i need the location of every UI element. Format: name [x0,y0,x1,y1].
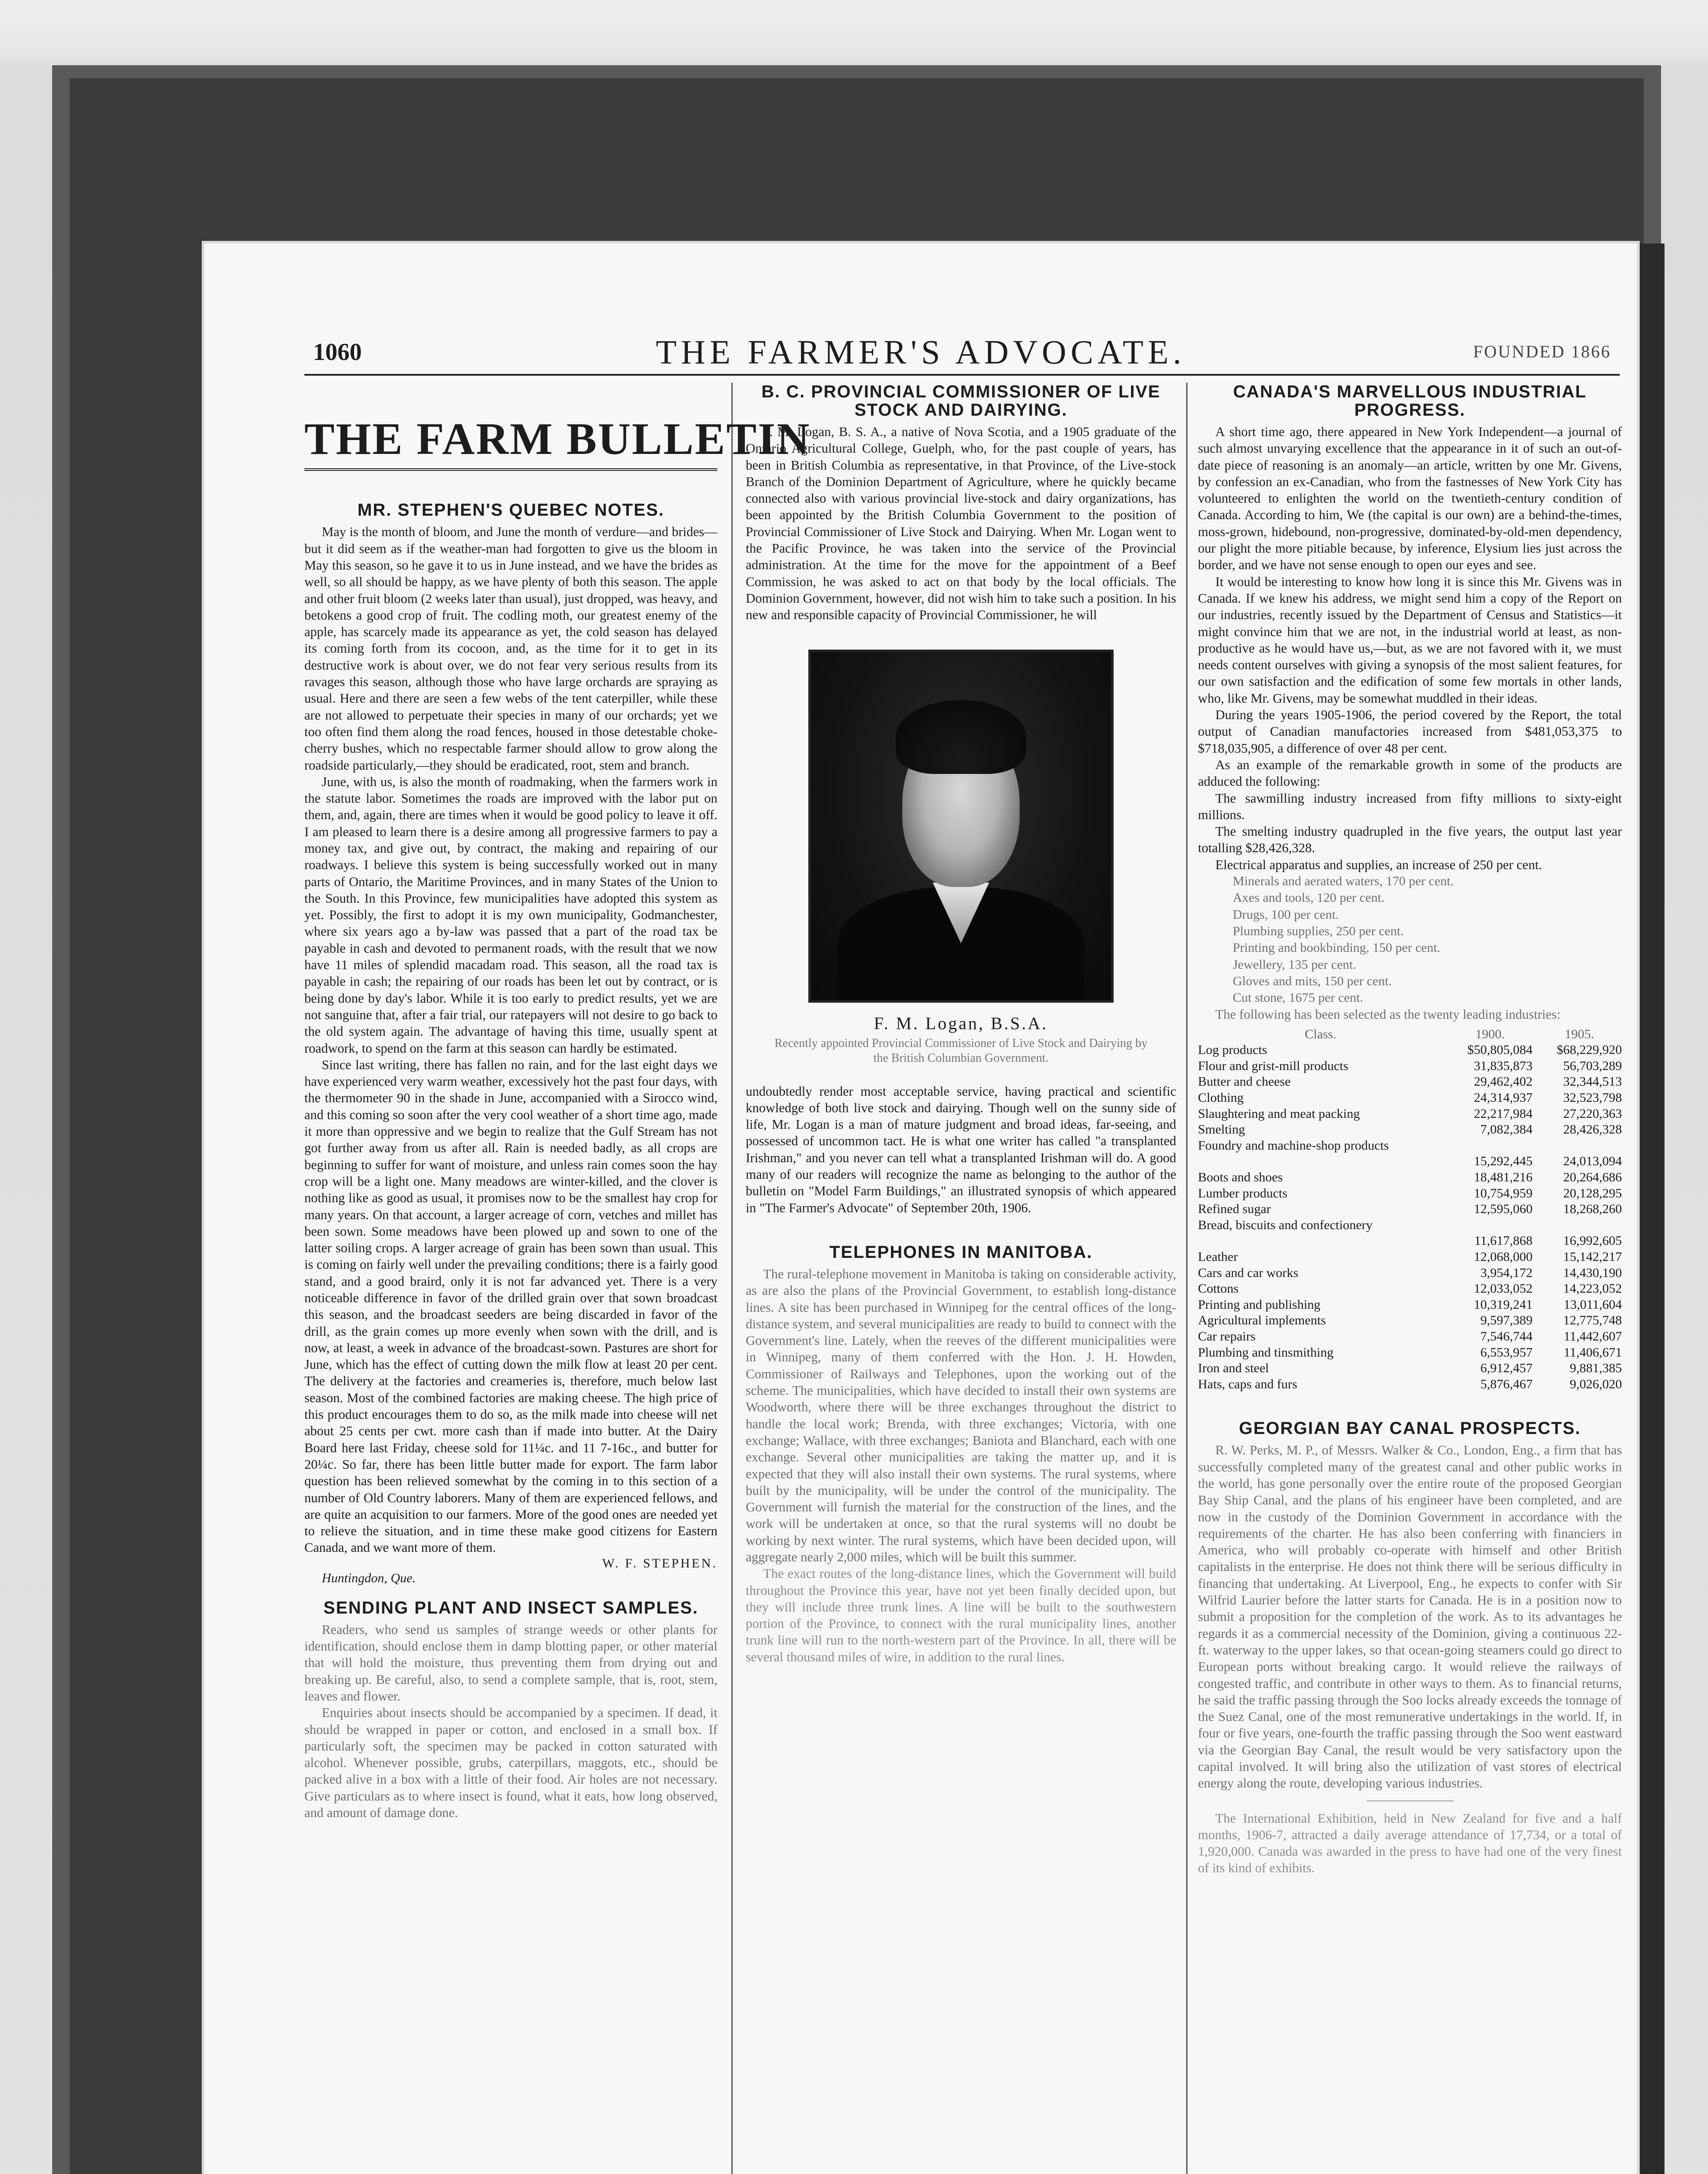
value-1905-cell: 9,881,385 [1570,1361,1622,1376]
industry-name-cell: Bread, biscuits and confectionery [1198,1217,1373,1232]
table-row [1198,1297,1622,1313]
value-1905-cell: 11,406,671 [1564,1345,1622,1360]
table-row [1198,1074,1622,1090]
article-body-sending-samples [304,1621,717,1821]
value-1905-cell: 27,220,363 [1563,1106,1622,1121]
industries-table [1198,1027,1622,1393]
value-1900-cell: 29,462,402 [1474,1074,1533,1089]
paragraph: As an example of the remarkable growth in some of the products are adduced the following: [1198,757,1622,789]
table-header-cell: Class. [1304,1027,1337,1041]
paragraph: Readers, who send us samples of strange weeds or other plants for identification, should enclose them in damp blotting paper, or other material that will hold the moisture, thus preventing them from drying out and breaking up. Be careful, also, to send a complete sample, that is, root, stem, leaves and flower. [304,1622,717,1704]
list-item: Minerals and aerated waters, 170 per cent. [1233,874,1454,889]
paragraph: Since last writing, there has fallen no rain, and for the last eight days we have experienced very warm weather, excessively hot the past four days, with the thermometer 90 in the shade in June, accompanied with a Sirocco wind, and this coming so soon after the very cool weather of a short time ago, made it more than oppressive and we begin to realize that the Gulf Stream has not got further away from us after all. Rain is needed badly, as all crops are beginning to suffer for want of moisture, and unless rain comes soon the hay crop will be a light one. Many meadows are winter-killed, and the clover is nothing like as good as usual, it promises now to be the smallest hay crop for many years. On that account, a larger acreage of corn, vetches and millet has been sown. Some meadows have been plowed up and sown to one of the latter soiling crops. A larger acreage of grain has been sown than usual. This is coming on fairly well under the prevailing conditions; there is a fairly good stand, and a good braird, only it is not far advanced yet. There is a very noticeable difference in favor of the drilled grain over that sown broadcast this season, and the broadcast seeders are being discarded in favor of the drill, as the grain comes up more evenly when sown with the drill, and is now, at least, a week in advance of the broadcast-sown. Pastures are short for June, which has the effect of cutting down the milk flow at least 20 per cent. The delivery at the factories and creameries is, therefore, much below last season. Most of the combined factories are making cheese. The high price of this product encourages them to do so, as the milk made into cheese will net about 25 cents per cwt. more cash than if made into butter. At the Dairy Board here last Friday, cheese sold for 11¼c. and 11 7-16c., and butter for 20¼c. So far, there has been little butter made for export. The farm labor question has been relieved somewhat by the coming in to this section of a number of Old Country laborers. Many of them are experienced fellows, and are quite an acquisition to our farmers. More of the good ones are needed yet to relieve the situation, and in time these make good citizens for Eastern Canada, and we want more of them. [304,1057,717,1555]
article-signature: W. F. STEPHEN. [602,1556,717,1570]
article-dateline: Huntingdon, Que. [322,1570,416,1585]
running-head: THE FARMER'S ADVOCATE. [656,333,1186,371]
article-body-georgian-bay [1198,1442,1622,1791]
industry-name-cell: Foundry and machine-shop products [1198,1138,1389,1153]
paragraph: undoubtedly render most acceptable service, having practical and scientific knowledge of both live stock and dairying. Though well on the sunny side of life, Mr. Logan is a man of mature judgment and broad ideas, far-seeing, and possessed of uncommon tact. He is what one writer has called "a transplanted Irishman," and you never can tell what a transplanted Irishman will do. A good many of our readers will recognize the name as belonging to the author of the bulletin on "Model Farm Buildings," an illustrated synopsis of which appeared in "The Farmer's Advocate" of September 20th, 1906. [746,1084,1176,1215]
paragraph: During the years 1905-1906, the period covered by the Report, the total output of Canadian manufactories increased from $481,053,375 to $718,035,905, a difference of over 48 per cent. [1198,707,1622,756]
paragraph: Enquiries about insects should be accompanied by a specimen. If dead, it should be wrapped in paper or cotton, and enclosed in a small box. If particularly soft, the specimen may be packed in cotton saturated with alcohol. Whenever possible, grubs, caterpillars, maggots, etc., should be packed alive in a box with a little of their food. Air holes are not necessary. Give particulars as to where insect is found, what it eats, how long observed, and amount of damage done. [304,1705,717,1821]
table-header-cell: 1905. [1565,1027,1594,1041]
value-1900-cell: 12,033,052 [1474,1281,1533,1296]
value-1905-cell [1532,1217,1622,1234]
paragraph: May is the month of bloom, and June the month of verdure—and brides—but it did seem as if the weather-man had forgotten to give us the bloom in May this season, so he gave it to us in June instead, and we have the brides as well, so all should be happy, as we have plenty of both this season. The apple and other fruit bloom (2 weeks later than usual), just dropped, was heavy, and betokens a good crop of fruit. The codling moth, our greatest enemy of the apple, has scarcely made its appearance as yet, the cold season has delayed its coming forth from its cocoon, and, as the time for it to get in its destructive work is about over, we do not fear very serious results from its ravages this season, although those who have large orchards are spraying as usual. Here and there are seen a few webs of the tent caterpiller, while these are not allowed to perpetuate their species in many of our orchards; yet we too often find them along the road fences, housed in those detestable choke-cherry bushes, which no respectable farmer should allow to grow along the roadside particularly,—they should be eradicated, root, stem and branch. [304,524,717,773]
value-1900-cell: 3,954,172 [1480,1265,1533,1280]
industry-name-cell: Plumbing and tinsmithing [1198,1345,1334,1360]
paragraph: The rural-telephone movement in Manitoba is taking on considerable activity, as are also the plans of the Provincial Government, to establish long-distance lines. A site has been purchased in Winnipeg for the central offices of the long-distance system, and several municipalities are ready to build to connect with the Government's line. Lately, when the reeves of the different municipalities were in Winnipeg, many of them conferred with the Hon. J. H. Howden, Commissioner of Railways and Telephones, upon the working out of the scheme. The municipalities, which have decided to install their own systems are Woodworth, where there will be three exchanges throughout the district to handle the local work; Brenda, with three exchanges; Victoria, with one exchange; Wallace, with three exchanges; Baniota and Blanchard, each with one exchange. Several other municipalities are taking the matter up, and it is expected that they will also install their own systems. The rural systems, where built by the municipality, will be under the control of the municipality. The Government will furnish the material for the construction of the lines, and the work will be undertaken at once, so that the rural systems will no doubt be working by next winter. The rural systems, which have been decided upon, will aggregate nearly 2,000 miles, which will be built this summer. [746,1266,1177,1564]
column-3 [1198,383,1622,1877]
table-intro [1198,1006,1622,1023]
table-row [1198,1313,1622,1329]
value-1905-cell: 12,775,748 [1563,1313,1622,1328]
value-1900-cell: 22,217,984 [1474,1106,1533,1121]
article-body-telephones [746,1266,1176,1665]
value-1900-cell: 18,481,216 [1474,1170,1533,1185]
list-item: Cut stone, 1675 per cent. [1233,990,1363,1005]
article-title-quebec-notes: MR. STEPHEN'S QUEBEC NOTES. [357,500,664,520]
table-row [1198,1249,1622,1265]
value-1905-cell: 14,430,190 [1563,1265,1622,1280]
list-item: Plumbing supplies, 250 per cent. [1233,924,1404,938]
list-item: Drugs, 100 per cent. [1233,907,1339,922]
list-item: Gloves and mits, 150 per cent. [1233,974,1392,988]
value-1900-cell: 11,617,868 [1474,1234,1533,1248]
value-1900-cell: 10,754,959 [1474,1186,1533,1200]
list-item: Printing and bookbinding, 150 per cent. [1233,940,1441,955]
article-body-bc-commissioner-continued [746,1083,1176,1216]
value-1900-cell: $50,805,084 [1467,1043,1533,1057]
industry-name-cell [1198,1154,1443,1170]
industry-name-cell [1198,1233,1443,1249]
value-1900-cell: 7,082,384 [1480,1122,1533,1137]
table-row [1198,1360,1622,1377]
value-1905-cell: 56,703,289 [1563,1058,1622,1073]
table-header-row [1198,1027,1622,1043]
paragraph: June, with us, is also the month of roadmaking, when the farmers work in the statute labor. Sometimes the roads are improved with the labor put on them, and, again, there are times when it would be good policy to leave it off. I am pleased to learn there is a desire among all progressive farmers to pay a money tax, and give out, by contract, the making and repairing of our roadways. I believe this system is being successfully worked out in many parts of Ontario, the Maritime Provinces, and in many States of the Union to the South. In this Province, few municipalities have adopted this system as yet. Possibly, the first to adopt it is my own municipality, Godmanchester, where six years ago a by-law was passed that a part of the road tax be payable in cash and devoted to permanent roads, with the result that we now have 11 miles of splendid macadam road. This season, all the road tax is payable in cash; the repairing of our roads has been let out by contract, or is being done by day's labor. While it is too early to predict results, yet we are not sanguine that, after a fair trial, our ratepayers will not desire to go back to the old system again. The advantage of having this time, usually spent at roadwork, to spend on the farm at this season can hardly be estimated. [304,774,717,1056]
column-divider [731,383,733,2174]
industry-name-cell: Lumber products [1198,1186,1288,1200]
value-1900-cell: 9,597,389 [1480,1313,1533,1328]
value-1900-cell: 15,292,445 [1474,1154,1533,1169]
value-1900-cell [1443,1217,1533,1234]
industry-name-cell: Leather [1198,1250,1238,1264]
table-row [1198,1329,1622,1345]
value-1900-cell: 12,068,000 [1474,1250,1533,1264]
table-row [1198,1090,1622,1106]
paragraph: The International Exhibition, held in New Zealand for five and a half months, 1906-7, attracted a daily average attendance of 17,734, or a total of 1,920,000. Canada was awarded in the press to have had one of the very finest of its kind of exhibits. [1198,1811,1622,1876]
value-1905-cell [1532,1138,1622,1154]
column-1 [304,383,811,1821]
page-number: 1060 [313,339,362,366]
article-title-sending-samples: SENDING PLANT AND INSECT SAMPLES. [323,1598,699,1617]
value-1905-cell: 28,426,328 [1563,1122,1622,1137]
table-row [1198,1201,1622,1217]
value-1905-cell: 13,011,604 [1564,1297,1622,1312]
value-1905-cell: 9,026,020 [1570,1377,1622,1391]
table-row [1198,1042,1622,1058]
list-item: Axes and tools, 120 per cent. [1233,890,1385,905]
value-1900-cell: 31,835,873 [1474,1058,1533,1073]
paragraph: The following has been selected as the twenty leading industries: [1215,1007,1561,1022]
paragraph: The exact routes of the long-distance lines, which the Government will build throughout the Province this year, have not yet been finally decided upon, but they will include three trunk lines. A line will be built to the southwestern portion of the Province, to connect with the rural municipality lines, another trunk line will run to the north-western part of the Province. In all, there will be several thousand miles of wire, in addition to the rural lines. [746,1566,1176,1664]
column-2 [746,383,1176,1665]
industry-name-cell: Boots and shoes [1198,1170,1283,1185]
article-body-industrial-progress [1198,423,1622,873]
value-1900-cell: 7,546,744 [1480,1329,1533,1344]
article-body-bc-commissioner [746,423,1176,624]
list-item: Jewellery, 135 per cent. [1233,957,1356,972]
photo-caption-text: Recently appointed Provincial Commissioner of Live Stock and Dairying by the British Columbian Government. [774,1036,1148,1065]
table-header-cell: 1900. [1475,1027,1505,1041]
table-row [1198,1170,1622,1186]
value-1905-cell: 24,013,094 [1563,1154,1622,1169]
page-edge-shadow [1637,243,1665,2174]
industry-name-cell: Car repairs [1198,1329,1256,1344]
paragraph: F. M. Logan, B. S. A., a native of Nova Scotia, and a 1905 graduate of the Ontario Agricultural College, Guelph, who, for the past couple of years, has been in British Columbia as representative, in that Province, of the Live-stock Branch of the Dominion Department of Agriculture, where he quickly became connected also with various provincial live-stock and dairy organizations, has been appointed by the British Columbia Government to the position of Provincial Commissioner of Live Stock and Dairying. When Mr. Logan went to the Pacific Province, he was taken into the service of the Provincial administration. At the time for the move for the appointment of a Beef Commission, he was asked to act on that body by the local officials. The Dominion Government, however, did not wish him to take such a position. In his new and responsible capacity of Provincial Commissioner, he will [746,424,1176,623]
value-1900-cell: 10,319,241 [1474,1297,1533,1312]
value-1905-cell: 32,344,513 [1563,1074,1622,1089]
article-title-telephones: TELEPHONES IN MANITOBA. [829,1242,1093,1262]
article-title-georgian-bay: GEORGIAN BAY CANAL PROSPECTS. [1239,1419,1581,1438]
industry-name-cell: Slaughtering and meat packing [1198,1106,1360,1121]
industry-name-cell: Hats, caps and furs [1198,1377,1298,1391]
paragraph: A short time ago, there appeared in New York Independent—a journal of such almost unvarying excellence that the appearance in it of such an out-of-date piece of reasoning is an anomaly—an article, written by one Mr. Givens, by confession an ex-Canadian, who from the fastnesses of New York City has volunteered to enlighten the world on the twentieth-century condition of Canada. According to him, We (the capital is our own) are a behind-the-times, moss-grown, hidebound, non-progressive, dominated-by-old-men dependency, our plight the more pitiable because, by inference, Elysium lies just across the border, and we have not sense enough to open our eyes and see. [1198,424,1622,573]
value-1905-cell: 15,142,217 [1563,1250,1622,1264]
newspaper-page [204,243,1637,2174]
industry-name-cell: Butter and cheese [1198,1074,1291,1089]
percent-increase-list [1198,873,1622,1006]
industry-name-cell: Flour and grist-mill products [1198,1058,1348,1073]
paragraph: The smelting industry quadrupled in the five years, the output last year totalling $28,426,328. [1198,824,1622,856]
value-1900-cell: 6,553,957 [1480,1345,1533,1360]
table-row [1198,1377,1622,1393]
industry-name-cell: Refined sugar [1198,1202,1271,1217]
table-row [1198,1058,1622,1074]
table-row [1198,1138,1622,1154]
industry-name-cell: Log products [1198,1043,1268,1057]
industry-name-cell: Smelting [1198,1122,1245,1137]
column-divider [1186,383,1188,2174]
paragraph: It would be interesting to know how long it is since this Mr. Givens was in Canada. If we knew his address, we might send him a copy of the Report on our industries, recently issued by the Department of Census and Statistics—it might convince him that we are not, in the industrial world at least, as non-productive as he would have us,—but, as we are not favored with it, we must needs content ourselves with giving a synopsis of the most salient features, for our own satisfaction and the edification of some few mortals in other lands, who, like Mr. Givens, may be somewhat muddled in their ideas. [1198,574,1622,706]
paragraph: R. W. Perks, M. P., of Messrs. Walker & Co., London, Eng., a firm that has successfully completed many of the greatest canal and other public works in the world, has gone personally over the entire route of the proposed Georgian Bay Ship Canal, and the plans of his engineer have been completed, and are now in the custody of the Dominion Government in accordance with the requirements of the charter. He has also been conferring with financiers in America, who will probably co-operate with himself and other British capitalists in the enterprise. He does not think there will be serious difficulty in financing that undertaking. At Liverpool, Eng., he expects to confer with Sir Wilfrid Laurier before the latter starts for Canada. He is in a position now to submit a proposition for the completion of the work. As to its advantages he regards it as a commercial necessity of the Dominion, giving a continuous 22-ft. waterway to the upper lakes, so that ocean-going steamers could go direct to European ports without breaking cargo. It would relieve the railways of congested traffic, and contribute in other ways to them. As to financial returns, he said the traffic passing through the Soo locks already exceeds the tonnage of the Suez Canal, one of the most remunerative undertakings in the world. If, in four or five years, one-fourth the traffic passing through the Soo went eastward via the Georgian Bay Canal, the result would be very satisfactory upon the capital involved. It will bring also the utilization of vast stores of electrical energy along the route, developing various industries. [1198,1443,1622,1791]
value-1900-cell: 6,912,457 [1480,1361,1533,1376]
value-1905-cell: 16,992,605 [1563,1234,1622,1248]
value-1900-cell: 24,314,937 [1474,1090,1533,1105]
article-title-industrial-progress: CANADA'S MARVELLOUS INDUSTRIAL PROGRESS. [1233,382,1587,420]
header-rule [304,374,1620,376]
farm-bulletin-masthead: THE FARM BULLETIN [304,413,717,471]
photo-caption-name: F. M. Logan, B.S.A. [874,1013,1048,1033]
founded-label: FOUNDED 1866 [1473,342,1611,361]
table-row [1198,1186,1622,1202]
paragraph: Electrical apparatus and supplies, an increase of 250 per cent. [1215,857,1542,872]
article-body-quebec-notes [304,523,717,1556]
industry-name-cell: Cars and car works [1198,1265,1298,1280]
value-1900-cell: 5,876,467 [1480,1377,1533,1391]
value-1905-cell: 20,264,686 [1563,1170,1622,1185]
value-1905-cell: 18,268,260 [1563,1202,1622,1217]
value-1905-cell: 14,223,052 [1563,1281,1622,1296]
portrait-photo [808,650,1114,1003]
table-row [1198,1154,1622,1170]
industry-name-cell: Printing and publishing [1198,1297,1321,1312]
paragraph: The sawmilling industry increased from fifty millions to sixty-eight millions. [1198,790,1622,822]
value-1900-cell: 12,595,060 [1474,1202,1533,1217]
article-body-nz-exhibition [1198,1810,1622,1877]
value-1905-cell: $68,229,920 [1557,1043,1622,1057]
table-row [1198,1345,1622,1361]
industry-name-cell: Iron and steel [1198,1361,1269,1376]
article-title-bc-commissioner: B. C. PROVINCIAL COMMISSIONER OF LIVE STOCK AND DAIRYING. [761,382,1161,420]
table-row [1198,1217,1622,1234]
table-row [1198,1281,1622,1297]
value-1905-cell: 11,442,607 [1564,1329,1622,1344]
industry-name-cell: Agricultural implements [1198,1313,1326,1328]
value-1905-cell: 20,128,295 [1563,1186,1622,1200]
value-1900-cell [1443,1138,1533,1154]
table-row [1198,1122,1622,1138]
table-row [1198,1265,1622,1281]
table-row [1198,1233,1622,1249]
value-1905-cell: 32,523,798 [1563,1090,1622,1105]
table-row [1198,1106,1622,1122]
industry-name-cell: Clothing [1198,1090,1244,1105]
industry-name-cell: Cottons [1198,1281,1239,1296]
